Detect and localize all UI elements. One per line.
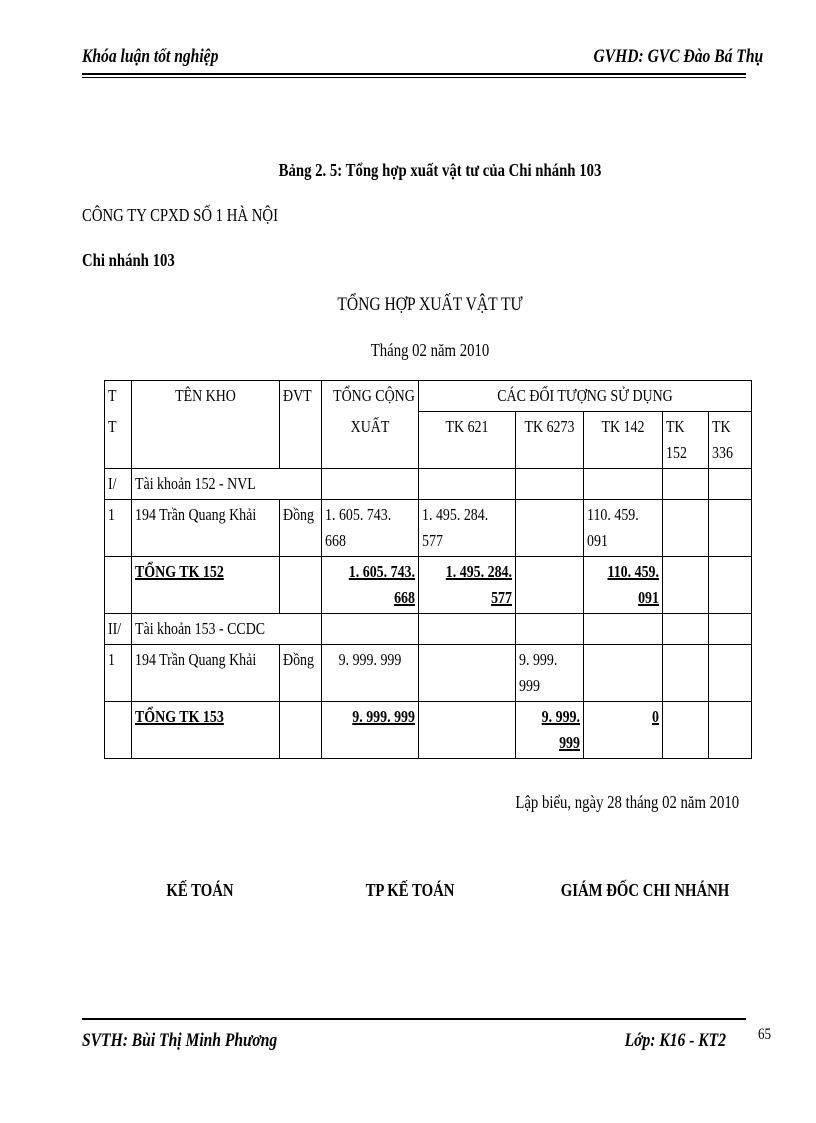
col-tk6273-label: TK 6273 bbox=[524, 417, 575, 436]
total-tong-a: 1. 605. 743. bbox=[348, 562, 415, 581]
total-tk621 bbox=[419, 557, 516, 614]
col-tong-top: TỔNG CỘNG bbox=[333, 386, 415, 405]
total-tk621-a: 1. 495. 284. bbox=[445, 562, 512, 581]
section-label bbox=[132, 614, 322, 645]
total-tong bbox=[322, 702, 419, 759]
signature-director bbox=[540, 880, 750, 901]
table-header-row-2 bbox=[105, 412, 752, 469]
date-line bbox=[470, 792, 740, 813]
col-tk621-header bbox=[419, 412, 516, 469]
row-tong-b: 668 bbox=[325, 531, 346, 550]
row-tk336 bbox=[709, 645, 752, 702]
row-kho-text: 194 Trần Quang Khải bbox=[135, 650, 257, 669]
header-rule-thin bbox=[82, 77, 746, 78]
col-tt-header bbox=[105, 381, 132, 412]
col-group-label: CÁC ĐỐI TƯỢNG SỬ DỤNG bbox=[497, 386, 673, 405]
section-row bbox=[105, 614, 752, 645]
table-caption bbox=[160, 160, 720, 181]
row-tk621-a: 1. 495. 284. bbox=[422, 505, 489, 524]
header-rule bbox=[82, 73, 746, 75]
col-tk336-header bbox=[709, 412, 752, 469]
empty-cell bbox=[709, 614, 752, 645]
col-tk152-bottom: 152 bbox=[666, 443, 687, 462]
col-dvt-label: ĐVT bbox=[283, 386, 312, 405]
table-header-row-1 bbox=[105, 381, 752, 412]
header-right bbox=[560, 46, 764, 68]
date-line-text: Lập biểu, ngày 28 tháng 02 năm 2010 bbox=[515, 792, 740, 812]
col-tt-bottom: T bbox=[108, 416, 117, 436]
col-tong-header bbox=[322, 381, 419, 412]
col-kho-header-2 bbox=[132, 412, 280, 469]
row-tong bbox=[322, 645, 419, 702]
section-no bbox=[105, 614, 132, 645]
footer-rule bbox=[82, 1018, 746, 1020]
signature-accountant-text: KẾ TOÁN bbox=[166, 880, 234, 900]
row-no-text: 1 bbox=[108, 505, 115, 524]
table-row bbox=[105, 500, 752, 557]
row-dvt-text: Đồng bbox=[283, 650, 314, 669]
col-tt-top: T bbox=[108, 386, 117, 405]
section-no-text: II/ bbox=[108, 619, 122, 638]
empty-cell bbox=[584, 469, 663, 500]
row-tong-a: 1. 605. 743. bbox=[325, 505, 392, 524]
col-tk152-top: TK bbox=[666, 417, 685, 436]
footer-left: SVTH: Bùi Thị Minh Phương bbox=[82, 1030, 278, 1051]
row-tk142-b: 091 bbox=[587, 531, 608, 550]
row-no-text: 1 bbox=[108, 650, 115, 669]
col-tk336-top: TK bbox=[712, 417, 731, 436]
total-tk152 bbox=[663, 557, 709, 614]
row-tk152 bbox=[663, 500, 709, 557]
page-number bbox=[758, 1026, 774, 1044]
total-label bbox=[132, 557, 280, 614]
empty-cell bbox=[584, 614, 663, 645]
report-title bbox=[230, 294, 630, 316]
total-tk336 bbox=[709, 702, 752, 759]
total-tk621-b: 577 bbox=[491, 588, 512, 607]
total-dvt bbox=[280, 557, 322, 614]
row-kho bbox=[132, 500, 280, 557]
row-tk142 bbox=[584, 645, 663, 702]
row-no bbox=[105, 645, 132, 702]
col-kho-header bbox=[132, 381, 280, 412]
row-tk6273 bbox=[516, 500, 584, 557]
signature-chief-accountant-text: TP KẾ TOÁN bbox=[365, 880, 455, 900]
total-row bbox=[105, 702, 752, 759]
signature-chief-accountant bbox=[340, 880, 480, 901]
col-tong-header-2 bbox=[322, 412, 419, 469]
row-kho-text: 194 Trần Quang Khải bbox=[135, 505, 257, 524]
signature-accountant bbox=[130, 880, 270, 901]
row-tong bbox=[322, 500, 419, 557]
footer-right-text: Lớp: K16 - KT2 bbox=[624, 1030, 726, 1051]
empty-cell bbox=[516, 469, 584, 500]
empty-cell bbox=[419, 469, 516, 500]
total-tk142 bbox=[584, 557, 663, 614]
row-tk152 bbox=[663, 645, 709, 702]
col-tong-bottom: XUẤT bbox=[350, 416, 390, 436]
company-name: CÔNG TY CPXD SỐ 1 HÀ NỘI bbox=[82, 205, 279, 225]
row-tk6273 bbox=[516, 645, 584, 702]
page-number-text: 65 bbox=[758, 1026, 772, 1043]
empty-cell bbox=[516, 614, 584, 645]
total-dvt bbox=[280, 702, 322, 759]
row-dvt bbox=[280, 500, 322, 557]
col-group-header bbox=[419, 381, 752, 412]
total-label-text: TỔNG TK 152 bbox=[135, 562, 224, 581]
table-row bbox=[105, 645, 752, 702]
row-tk621-b: 577 bbox=[422, 531, 443, 550]
report-period-text: Tháng 02 năm 2010 bbox=[370, 340, 490, 360]
total-tk142-b: 091 bbox=[638, 588, 659, 607]
total-label bbox=[132, 702, 280, 759]
total-tk142-a: 110. 459. bbox=[607, 562, 659, 581]
branch-name: Chi nhánh 103 bbox=[82, 250, 175, 270]
header-right-text: GVHD: GVC Đào Bá Thụ bbox=[593, 46, 764, 67]
section-label bbox=[132, 469, 322, 500]
signature-director-text: GIÁM ĐỐC CHI NHÁNH bbox=[560, 880, 730, 900]
row-tong-text: 9. 999. 999 bbox=[338, 650, 402, 669]
empty-cell bbox=[663, 469, 709, 500]
total-label-text: TỔNG TK 153 bbox=[135, 707, 224, 726]
row-tk621 bbox=[419, 500, 516, 557]
section-label-text: Tài khoản 153 - CCDC bbox=[135, 619, 266, 638]
col-tk142-label: TK 142 bbox=[601, 417, 645, 436]
section-label-text: Tài khoản 152 - NVL bbox=[135, 474, 256, 493]
empty-cell bbox=[322, 469, 419, 500]
summary-table bbox=[104, 380, 752, 759]
col-dvt-header bbox=[280, 381, 322, 412]
section-no bbox=[105, 469, 132, 500]
total-tk152 bbox=[663, 702, 709, 759]
section-no-text: I/ bbox=[108, 474, 117, 493]
header-left: Khóa luận tốt nghiệp bbox=[82, 46, 219, 67]
table-caption-text: Bảng 2. 5: Tổng hợp xuất vật tư của Chi nhánh 103 bbox=[278, 160, 602, 180]
empty-cell bbox=[419, 614, 516, 645]
empty-cell bbox=[709, 469, 752, 500]
col-tk152-header bbox=[663, 412, 709, 469]
row-tk142-a: 110. 459. bbox=[587, 505, 639, 524]
total-tong-text: 9. 999. 999 bbox=[352, 707, 415, 726]
col-kho-label: TÊN KHO bbox=[175, 386, 236, 405]
empty-cell bbox=[663, 614, 709, 645]
total-tk6273 bbox=[516, 557, 584, 614]
row-tk6273-b: 999 bbox=[519, 676, 540, 695]
report-period bbox=[230, 340, 630, 361]
total-tong-b: 668 bbox=[394, 588, 415, 607]
col-dvt-header-2 bbox=[280, 412, 322, 469]
footer-right bbox=[560, 1030, 726, 1052]
row-tk621 bbox=[419, 645, 516, 702]
col-tk336-bottom: 336 bbox=[712, 443, 733, 462]
row-dvt-text: Đồng bbox=[283, 505, 314, 524]
total-tk142 bbox=[584, 702, 663, 759]
total-tk336 bbox=[709, 557, 752, 614]
row-kho bbox=[132, 645, 280, 702]
empty-cell bbox=[322, 614, 419, 645]
total-tk6273-b: 999 bbox=[559, 733, 580, 752]
total-no bbox=[105, 702, 132, 759]
row-tk336 bbox=[709, 500, 752, 557]
row-dvt bbox=[280, 645, 322, 702]
total-tong bbox=[322, 557, 419, 614]
total-tk6273 bbox=[516, 702, 584, 759]
total-no bbox=[105, 557, 132, 614]
row-tk6273-a: 9. 999. bbox=[519, 650, 558, 669]
total-tk6273-a: 9. 999. bbox=[541, 707, 580, 726]
col-tk6273-header bbox=[516, 412, 584, 469]
col-tk142-header bbox=[584, 412, 663, 469]
col-tt-header-2 bbox=[105, 412, 132, 469]
report-title-text: TỔNG HỢP XUẤT VẬT TƯ bbox=[337, 294, 523, 315]
row-no bbox=[105, 500, 132, 557]
row-tk142 bbox=[584, 500, 663, 557]
col-tk621-label: TK 621 bbox=[445, 417, 489, 436]
total-tk621 bbox=[419, 702, 516, 759]
total-row bbox=[105, 557, 752, 614]
section-row bbox=[105, 469, 752, 500]
total-tk142-text: 0 bbox=[652, 707, 659, 726]
